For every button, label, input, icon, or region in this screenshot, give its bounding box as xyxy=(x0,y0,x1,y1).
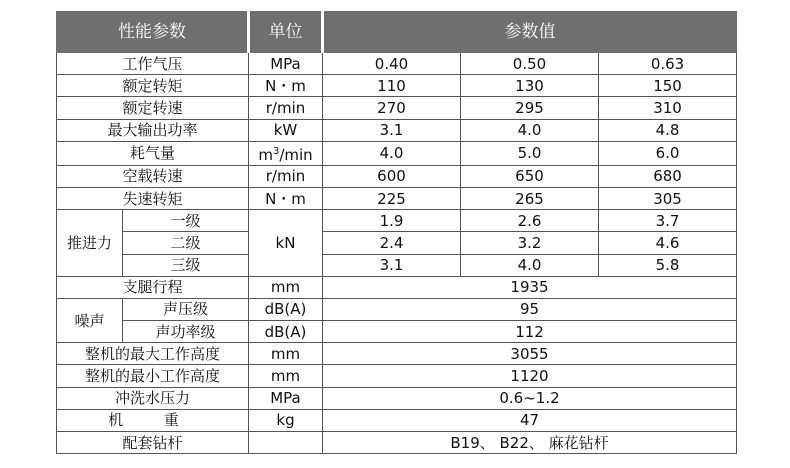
row-unit: dB(A) xyxy=(249,298,323,320)
cell-value: 1935 xyxy=(323,276,737,298)
table-row xyxy=(57,276,737,298)
cell-value: 3.7 xyxy=(599,210,737,232)
row-label: 额定转速 xyxy=(57,97,249,119)
cell-value: 265 xyxy=(461,187,599,209)
cell-value: 0.6~1.2 xyxy=(323,387,737,409)
unit-base: m xyxy=(258,145,273,164)
unit-rest: /min xyxy=(279,145,313,164)
header-param: 性能参数 xyxy=(57,12,249,53)
row-unit: N・m xyxy=(249,187,323,209)
cell-value: 680 xyxy=(599,165,737,187)
cell-value: 5.8 xyxy=(599,254,737,276)
table-row xyxy=(57,343,737,365)
row-label: 冲洗水压力 xyxy=(57,387,249,409)
noise-label: 噪声 xyxy=(57,298,123,342)
cell-value: 2.4 xyxy=(323,232,461,254)
cell-value: 0.40 xyxy=(323,53,461,75)
cell-value: 2.6 xyxy=(461,210,599,232)
table-row xyxy=(57,187,737,209)
table-row xyxy=(57,97,737,119)
cell-value: 5.0 xyxy=(461,141,599,165)
row-label: 失速转矩 xyxy=(57,187,249,209)
table-row xyxy=(57,53,737,75)
thrust-label: 推进力 xyxy=(57,210,123,277)
cell-value: 150 xyxy=(599,75,737,97)
row-unit: mm xyxy=(249,365,323,387)
header-value: 参数值 xyxy=(323,12,737,53)
table-row xyxy=(57,321,737,343)
spec-table xyxy=(56,11,737,454)
cell-value: 3.1 xyxy=(323,119,461,141)
table-row xyxy=(57,365,737,387)
row-label: 最大输出功率 xyxy=(57,119,249,141)
table-row xyxy=(57,75,737,97)
header-unit: 单位 xyxy=(249,12,323,53)
thrust-level-label: 二级 xyxy=(123,232,249,254)
cell-value: 112 xyxy=(323,321,737,343)
cell-value: 310 xyxy=(599,97,737,119)
table-row xyxy=(57,141,737,165)
cell-value: 47 xyxy=(323,409,737,431)
cell-value: 650 xyxy=(461,165,599,187)
cell-value: 6.0 xyxy=(599,141,737,165)
noise-sub-label: 声压级 xyxy=(123,298,249,320)
table-row xyxy=(57,210,737,232)
row-label: 配套钻杆 xyxy=(57,432,249,454)
table-row xyxy=(57,254,737,276)
cell-value: 1.9 xyxy=(323,210,461,232)
cell-value: 270 xyxy=(323,97,461,119)
table-row xyxy=(57,232,737,254)
table-row xyxy=(57,298,737,320)
row-unit: MPa xyxy=(249,387,323,409)
cell-value: 4.0 xyxy=(461,254,599,276)
thrust-level-label: 一级 xyxy=(123,210,249,232)
cell-value: 3.1 xyxy=(323,254,461,276)
table-row xyxy=(57,409,737,431)
cell-value: B19、 B22、 麻花钻杆 xyxy=(323,432,737,454)
cell-value: 4.0 xyxy=(323,141,461,165)
row-label: 整机的最小工作高度 xyxy=(57,365,249,387)
row-unit xyxy=(249,432,323,454)
cell-value: 4.8 xyxy=(599,119,737,141)
cell-value: 295 xyxy=(461,97,599,119)
cell-value: 4.0 xyxy=(461,119,599,141)
row-unit: mm xyxy=(249,276,323,298)
row-label: 空载转速 xyxy=(57,165,249,187)
cell-value: 600 xyxy=(323,165,461,187)
cell-value: 95 xyxy=(323,298,737,320)
thrust-level-label: 三级 xyxy=(123,254,249,276)
cell-value: 110 xyxy=(323,75,461,97)
cell-value: 130 xyxy=(461,75,599,97)
row-unit: r/min xyxy=(249,165,323,187)
table-row xyxy=(57,432,737,454)
row-unit: kW xyxy=(249,119,323,141)
cell-value: 0.50 xyxy=(461,53,599,75)
table-row xyxy=(57,165,737,187)
row-unit xyxy=(249,141,323,165)
unit-superscript: 3 xyxy=(272,145,280,157)
row-unit: kg xyxy=(249,409,323,431)
cell-value: 3055 xyxy=(323,343,737,365)
noise-sub-label: 声功率级 xyxy=(123,321,249,343)
row-label: 额定转矩 xyxy=(57,75,249,97)
table-header-row xyxy=(57,12,737,53)
row-label: 工作气压 xyxy=(57,53,249,75)
cell-value: 225 xyxy=(323,187,461,209)
row-unit: N・m xyxy=(249,75,323,97)
table-row xyxy=(57,119,737,141)
cell-value: 1120 xyxy=(323,365,737,387)
cell-value: 3.2 xyxy=(461,232,599,254)
thrust-unit: kN xyxy=(249,210,323,277)
cell-value: 4.6 xyxy=(599,232,737,254)
row-unit: MPa xyxy=(249,53,323,75)
row-unit: r/min xyxy=(249,97,323,119)
row-label: 整机的最大工作高度 xyxy=(57,343,249,365)
cell-value: 0.63 xyxy=(599,53,737,75)
row-label: 耗气量 xyxy=(57,141,249,165)
row-unit: mm xyxy=(249,343,323,365)
table-row xyxy=(57,387,737,409)
row-label: 机 重 xyxy=(57,409,249,431)
cell-value: 305 xyxy=(599,187,737,209)
row-label: 支腿行程 xyxy=(57,276,249,298)
row-unit: dB(A) xyxy=(249,321,323,343)
